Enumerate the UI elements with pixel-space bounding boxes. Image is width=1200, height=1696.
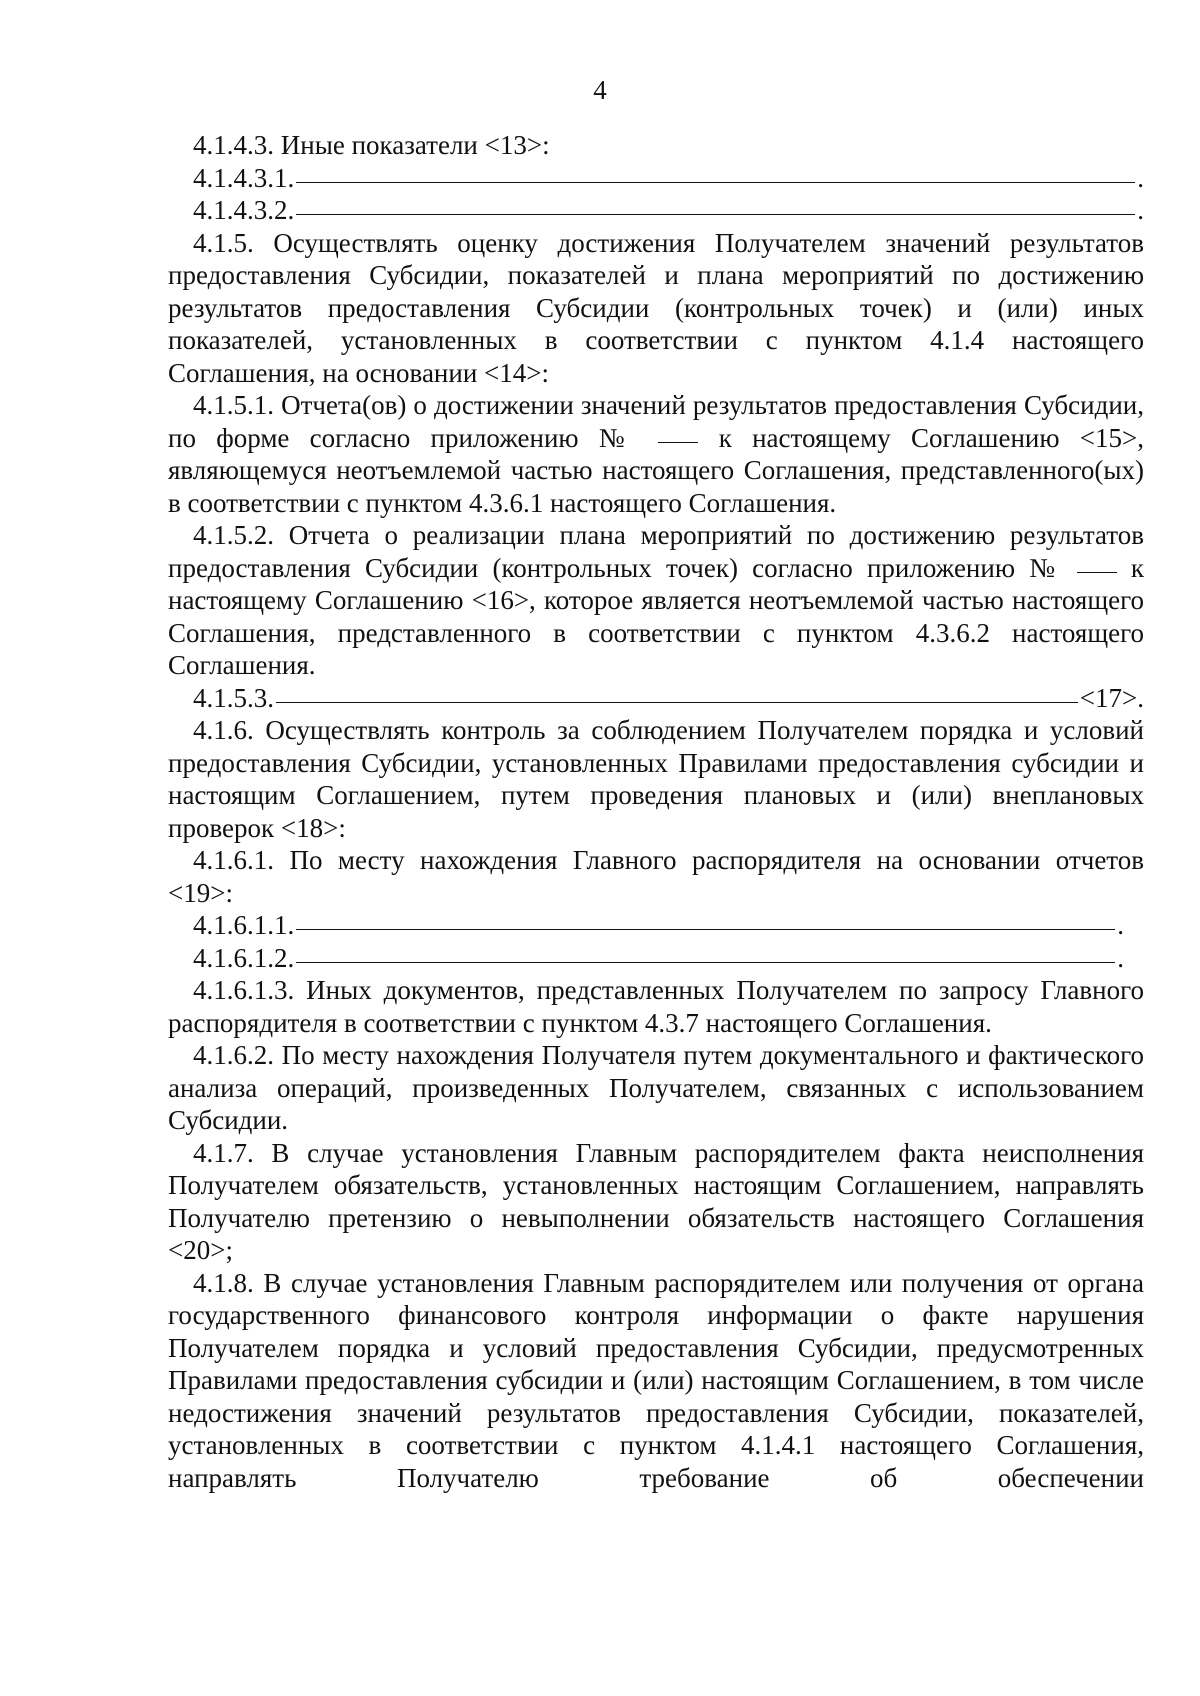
period: . — [1117, 910, 1124, 940]
clause-text: к настоящему Соглашению <16>, которое является неотъемлемой частью настоящего Соглашения, представленного в соответствии с пунктом 4.3.6.2 настоящего Соглашения. — [168, 552, 1145, 680]
footnote-ref: <17>. — [1079, 682, 1144, 713]
clause-4-1-5-3 — [168, 682, 1144, 715]
clause-number: 4.1.6.1.2. — [193, 942, 295, 973]
page-number: 4 — [593, 75, 607, 105]
period: . — [1137, 195, 1144, 225]
fill-in-blank — [296, 928, 1115, 930]
clause-text: 4.1.4.3. Иные показатели <13>: — [193, 130, 550, 160]
clause-4-1-6: 4.1.6. Осуществлять контроль за соблюдением Получателем порядка и условий предоставления Субсидии, установленных Правилами предоставления субсидии и настоящим Соглашением, путем проведения плановых и (или) внеплановых проверок <18>: — [168, 715, 1144, 843]
clause-number: 4.1.4.3.1. — [193, 162, 295, 193]
fill-in-blank — [296, 213, 1135, 215]
fill-in-blank — [1077, 572, 1117, 573]
clause-4-1-4-3 — [168, 129, 1144, 162]
fill-in-blank — [296, 181, 1135, 183]
clause-text: 4.1.5.2. Отчета о реализации плана мероприятий по достижению результатов предоставления Субсидии (контрольных точек) согласно приложению № — [168, 520, 1144, 583]
fill-in-blank — [296, 961, 1115, 963]
clause-4-1-4-3-1 — [168, 162, 1144, 195]
clause-4-1-6-1-2 — [168, 942, 1144, 975]
clause-4-1-6-1-3: 4.1.6.1.3. Иных документов, представленных Получателем по запросу Главного распорядителя в соответствии с пунктом 4.3.7 настоящего Соглашения. — [168, 975, 1144, 1038]
period: . — [1137, 162, 1144, 193]
clause-4-1-5: 4.1.5. Осуществлять оценку достижения Получателем значений результатов предоставления Субсидии, показателей и плана мероприятий по достижению результатов предоставления Субсидии (контрольных точек) и (или) иных показателей, установленных в соответствии с пунктом 4.1.4 настоящего Соглашения, на основании <14>: — [168, 227, 1144, 388]
clause-number: 4.1.6.1.1. — [193, 910, 295, 940]
clause-4-1-5-1 — [168, 389, 1144, 519]
fill-in-blank — [658, 442, 698, 443]
clause-number: 4.1.5.3. — [193, 682, 274, 713]
clause-4-1-5-2 — [168, 519, 1144, 682]
clause-number: 4.1.4.3.2. — [193, 195, 295, 225]
fill-in-blank — [276, 701, 1078, 703]
clause-4-1-7: 4.1.7. В случае установления Главным распорядителем факта неисполнения Получателем обязательств, установленных настоящим Соглашением, направлять Получателю претензию о невыполнении обязательств настоящего Соглашения <20>; — [168, 1137, 1144, 1265]
clause-text: к настоящему Соглашению <15>, являющемуся неотъемлемой частью настоящего Соглашения, представленного(ых) в соответствии с пунктом 4.3.6.1 настоящего Соглашения. — [168, 422, 1144, 518]
clause-4-1-8: 4.1.8. В случае установления Главным распорядителем или получения от органа государственного финансового контроля информации о факте нарушения Получателем порядка и условий предоставления Субсидии, предусмотренных Правилами предоставления субсидии и (или) настоящим Соглашением, в том числе недостижения значений результатов предоставления Субсидии, показателей, установленных в соответствии с пунктом 4.1.4.1 настоящего Соглашения, направлять Получателю требование об обеспечении — [168, 1267, 1144, 1493]
clause-4-1-6-2: 4.1.6.2. По месту нахождения Получателя путем документального и фактического анализа операций, произведенных Получателем, связанных с использованием Субсидии. — [168, 1040, 1144, 1135]
period: . — [1117, 942, 1124, 973]
clause-4-1-6-1: 4.1.6.1. По месту нахождения Главного распорядителя на основании отчетов <19>: — [168, 845, 1144, 908]
clause-text: 4.1.5.1. Отчета(ов) о достижении значений результатов предоставления Субсидии, по форме согласно приложению № — [168, 390, 1144, 453]
document-body — [168, 129, 1144, 1494]
clause-4-1-6-1-1 — [168, 909, 1144, 942]
clause-4-1-4-3-2 — [168, 194, 1144, 227]
